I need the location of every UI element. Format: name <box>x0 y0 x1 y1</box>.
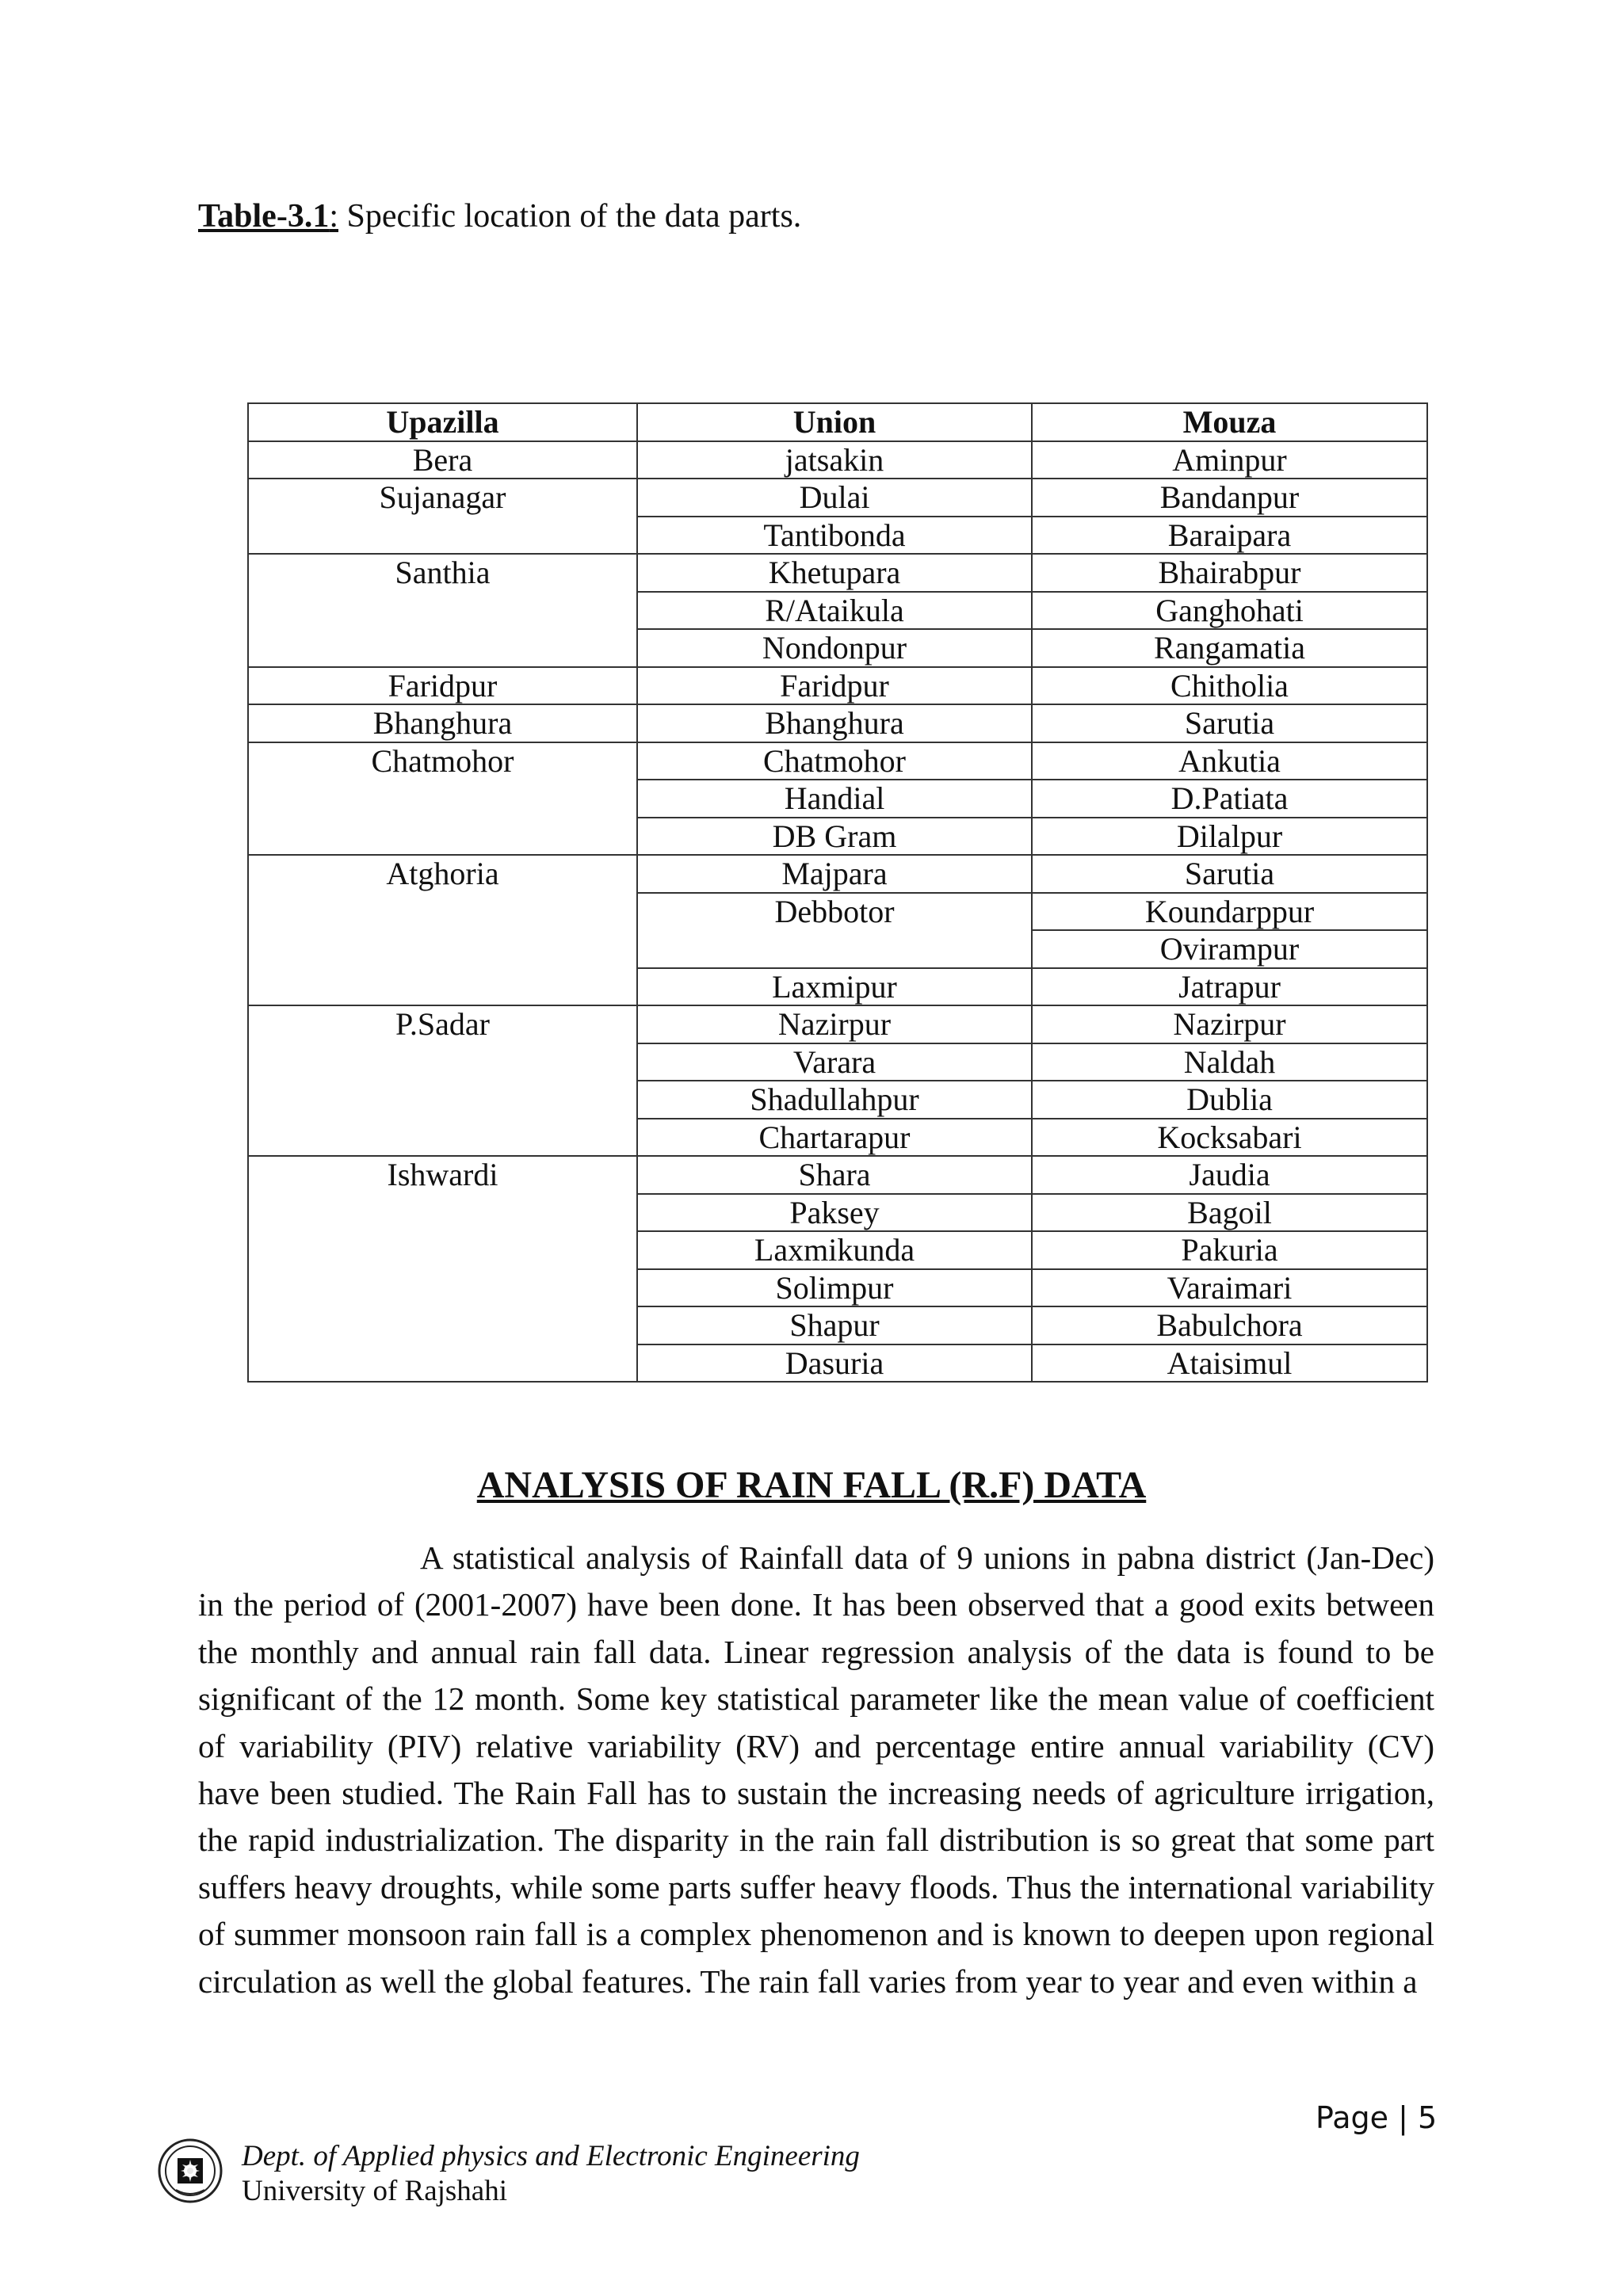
cell-union: Varara <box>637 1043 1032 1081</box>
cell-mouza: Koundarppur <box>1032 893 1427 931</box>
cell-mouza: Pakuria <box>1032 1231 1427 1269</box>
cell-union: Debbotor <box>637 893 1032 968</box>
table-row <box>248 667 1427 705</box>
cell-mouza: Nazirpur <box>1032 1005 1427 1043</box>
cell-mouza: Dublia <box>1032 1081 1427 1119</box>
table-caption <box>198 193 801 240</box>
cell-union: Shara <box>637 1156 1032 1194</box>
table-row <box>248 441 1427 479</box>
header-union: Union <box>637 403 1032 441</box>
cell-union: Dasuria <box>637 1344 1032 1383</box>
cell-union: Majpara <box>637 855 1032 893</box>
cell-union: Laxmikunda <box>637 1231 1032 1269</box>
university-seal-icon <box>157 2138 223 2204</box>
cell-mouza: Jaudia <box>1032 1156 1427 1194</box>
cell-mouza: Ovirampur <box>1032 930 1427 968</box>
cell-mouza: Ganghohati <box>1032 592 1427 630</box>
cell-union: Dulai <box>637 479 1032 517</box>
table-row <box>248 1156 1427 1194</box>
table-row <box>248 479 1427 517</box>
cell-union: Laxmipur <box>637 968 1032 1006</box>
cell-mouza: Sarutia <box>1032 704 1427 742</box>
cell-union: Bhanghura <box>637 704 1032 742</box>
cell-mouza: Chitholia <box>1032 667 1427 705</box>
cell-mouza: Naldah <box>1032 1043 1427 1081</box>
cell-upazilla: Bhanghura <box>248 704 637 742</box>
cell-mouza: Rangamatia <box>1032 629 1427 667</box>
cell-mouza: Bhairabpur <box>1032 554 1427 592</box>
footer-university: University of Rajshahi <box>242 2175 508 2207</box>
footer <box>242 2139 860 2209</box>
cell-union: jatsakin <box>637 441 1032 479</box>
cell-union: Handial <box>637 780 1032 818</box>
cell-mouza: Aminpur <box>1032 441 1427 479</box>
cell-upazilla: Faridpur <box>248 667 637 705</box>
cell-upazilla: Santhia <box>248 554 637 667</box>
location-table <box>247 402 1428 1383</box>
cell-union: Faridpur <box>637 667 1032 705</box>
table-caption-label: Table-3.1 <box>198 198 330 235</box>
cell-upazilla: Atghoria <box>248 855 637 1005</box>
cell-mouza: Babulchora <box>1032 1306 1427 1344</box>
header-mouza: Mouza <box>1032 403 1427 441</box>
cell-mouza: Ataisimul <box>1032 1344 1427 1383</box>
cell-mouza: Bagoil <box>1032 1194 1427 1232</box>
footer-department: Dept. of Applied physics and Electronic Engineering <box>242 2140 860 2172</box>
cell-mouza: Jatrapur <box>1032 968 1427 1006</box>
table-header-row <box>248 403 1427 441</box>
cell-mouza: Varaimari <box>1032 1269 1427 1307</box>
table-caption-text: Specific location of the data parts. <box>338 198 802 235</box>
cell-upazilla: Bera <box>248 441 637 479</box>
header-upazilla: Upazilla <box>248 403 637 441</box>
cell-mouza: D.Patiata <box>1032 780 1427 818</box>
cell-union: Chatmohor <box>637 742 1032 780</box>
cell-union: Solimpur <box>637 1269 1032 1307</box>
cell-mouza: Ankutia <box>1032 742 1427 780</box>
cell-mouza: Baraipara <box>1032 517 1427 555</box>
cell-union: Khetupara <box>637 554 1032 592</box>
cell-upazilla: Chatmohor <box>248 742 637 856</box>
cell-union: Paksey <box>637 1194 1032 1232</box>
cell-mouza: Dilalpur <box>1032 818 1427 856</box>
cell-upazilla: P.Sadar <box>248 1005 637 1156</box>
table-row <box>248 1005 1427 1043</box>
page-number: Page | 5 <box>1316 2100 1438 2135</box>
cell-union: R/Ataikula <box>637 592 1032 630</box>
cell-union: DB Gram <box>637 818 1032 856</box>
cell-mouza: Sarutia <box>1032 855 1427 893</box>
cell-union: Nondonpur <box>637 629 1032 667</box>
cell-union: Shadullahpur <box>637 1081 1032 1119</box>
cell-mouza: Bandanpur <box>1032 479 1427 517</box>
cell-mouza: Kocksabari <box>1032 1119 1427 1157</box>
cell-union: Tantibonda <box>637 517 1032 555</box>
cell-union: Shapur <box>637 1306 1032 1344</box>
table-row <box>248 742 1427 780</box>
cell-upazilla: Ishwardi <box>248 1156 637 1382</box>
table-row <box>248 554 1427 592</box>
table-body <box>248 441 1427 1383</box>
body-paragraph: A statistical analysis of Rainfall data of 9 unions in pabna district (Jan-Dec) in the period of (2001-2007) have been done. It has been observed that a good exits between the monthly and annual rain fall data. Linear regression analysis of the data is found to be significant of the 12 month. Some key statistical parameter like the mean value of coefficient of variability (PIV) relative variability (RV) and percentage entire annual variability (CV) have been studied. The Rain Fall has to sustain the increasing needs of agriculture irrigation, the rapid industrialization. The disparity in the rain fall distribution is so great that some part suffers heavy droughts, while some parts suffer heavy floods. Thus the international variability of summer monsoon rain fall is a complex phenomenon and is known to deepen upon regional circulation as well the global features. The rain fall varies from year to year and even within a <box>198 1539 1434 2000</box>
cell-union: Nazirpur <box>637 1005 1032 1043</box>
cell-upazilla: Sujanagar <box>248 479 637 554</box>
section-heading: ANALYSIS OF RAIN FALL (R.F) DATA <box>476 1464 1147 1506</box>
table-row <box>248 704 1427 742</box>
table-caption-colon: : <box>329 198 338 235</box>
cell-union: Chartarapur <box>637 1119 1032 1157</box>
table-row <box>248 855 1427 893</box>
